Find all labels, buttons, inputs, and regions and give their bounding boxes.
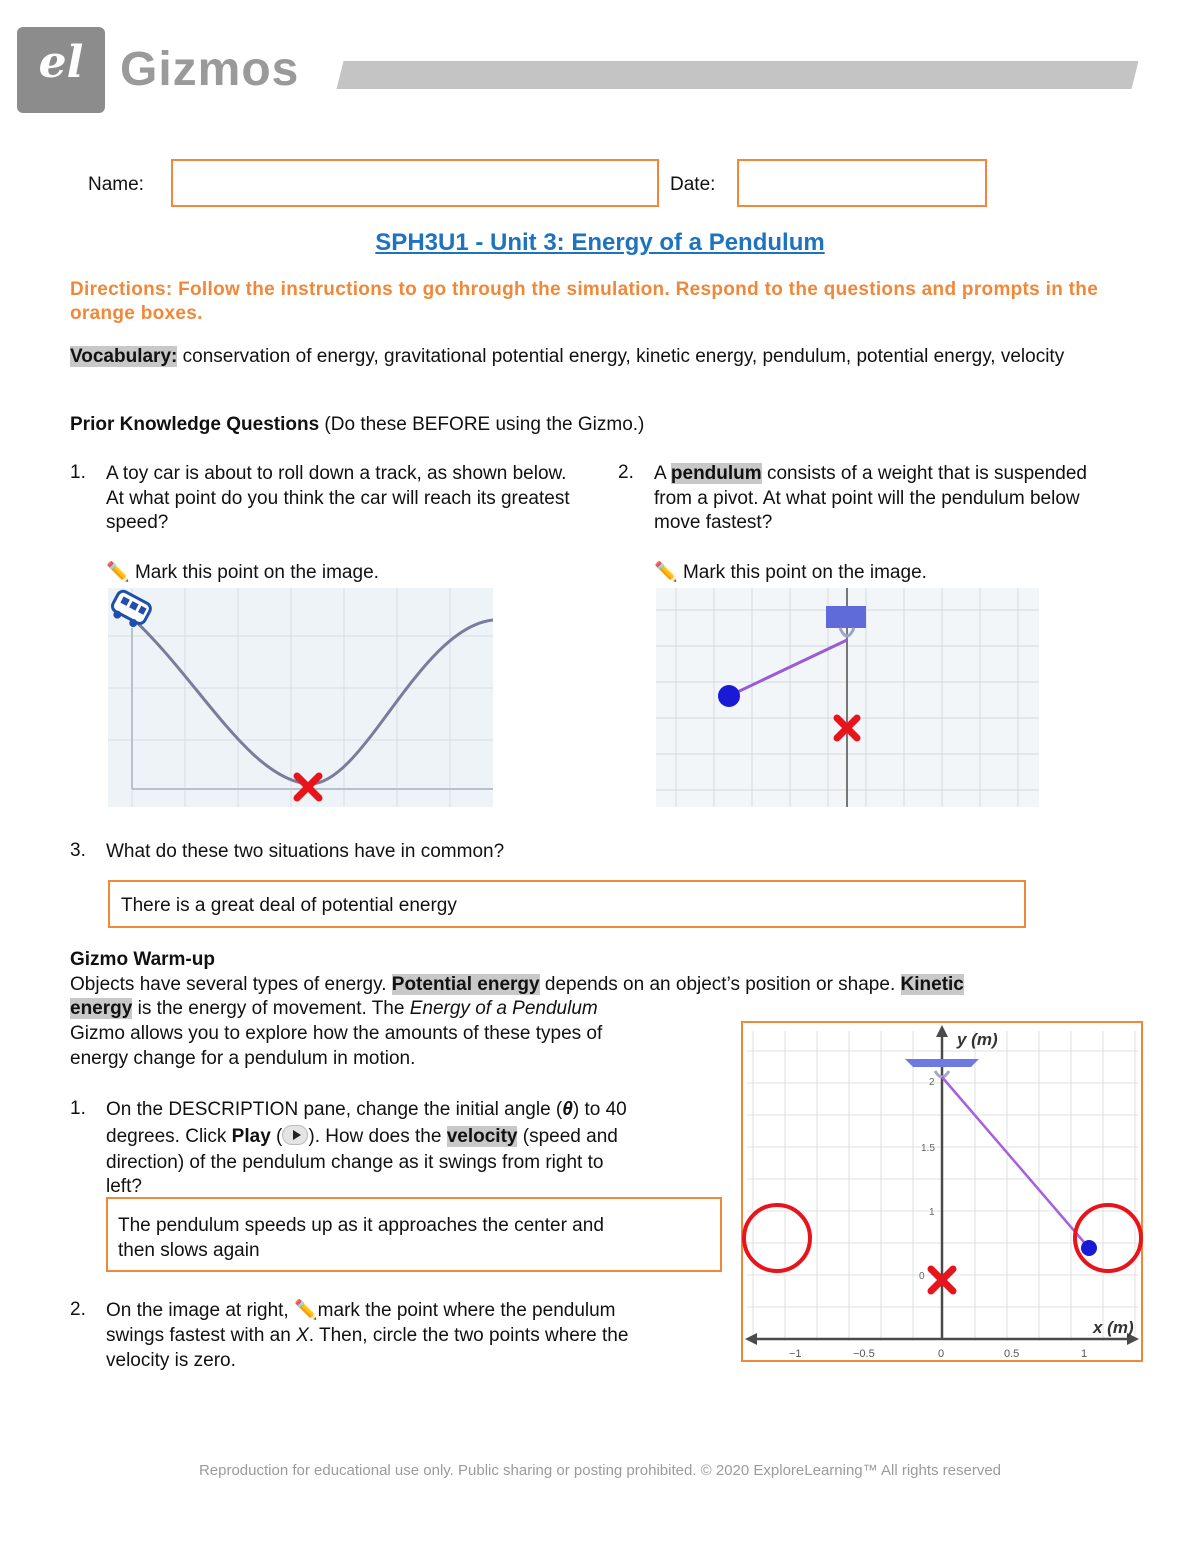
date-label: Date:: [670, 174, 716, 195]
vocabulary: [70, 345, 1135, 370]
question-2-instruction: [654, 561, 927, 586]
warmup-question-1-answer-line-1: The pendulum speeds up as it approaches the center and: [118, 1215, 604, 1236]
wq1-line2d: (speed and: [517, 1126, 618, 1147]
pencil-icon: ✏️: [106, 562, 130, 583]
graph-x-label: x (m): [1093, 1318, 1134, 1337]
vocabulary-label: Vocabulary:: [70, 346, 178, 367]
wq1-line1: On the DESCRIPTION pane, change the initial angle (: [106, 1099, 563, 1120]
warmup-question-1-line-2: [106, 1125, 618, 1150]
y-tick-2: 2: [929, 1077, 935, 1088]
prior-heading-note: (Do these BEFORE using the Gizmo.): [319, 414, 645, 435]
play-icon[interactable]: [282, 1125, 308, 1145]
wq2-x: X: [296, 1325, 309, 1346]
warmup-question-2-line-1: [106, 1299, 616, 1324]
question-2-post: consists of a weight that is suspended from a pivot. At what point will the pendulum below move fastest?: [654, 463, 1087, 533]
term-velocity: velocity: [446, 1126, 518, 1147]
pendulum-pivot: [826, 606, 866, 628]
directions: Directions: Follow the instructions to go through the simulation. Respond to the questions and prompts in the orange boxes.: [70, 279, 1099, 324]
header-bar: [337, 61, 1139, 89]
warmup-question-1-answer-line-2: then slows again: [118, 1239, 260, 1261]
term-pendulum: pendulum: [670, 463, 762, 484]
x-tick-neg1: −1: [789, 1348, 802, 1360]
name-label: Name:: [88, 174, 144, 195]
question-1-mark: Mark this point on the image.: [134, 562, 379, 583]
track-image[interactable]: [108, 588, 493, 807]
prior-heading: [70, 413, 644, 438]
pencil-icon: ✏️: [294, 1300, 318, 1321]
warmup-question-2-number: 2.: [70, 1299, 86, 1320]
pendulum-bob: [718, 685, 740, 707]
question-1-number: 1.: [70, 462, 86, 483]
question-1-instruction: [106, 561, 379, 586]
warmup-question-1-number: 1.: [70, 1098, 86, 1119]
x-tick-0-5: 0.5: [1004, 1348, 1020, 1360]
warmup-question-1-line-4: left?: [106, 1176, 142, 1197]
question-2-pre: A: [654, 463, 671, 484]
graph-pivot: [905, 1059, 979, 1067]
wq1-line1-end: ) to 40: [572, 1099, 627, 1120]
gizmo-name: Energy of a Pendulum: [409, 998, 598, 1019]
question-3-number: 3.: [70, 840, 86, 861]
play-term: Play: [231, 1126, 271, 1147]
question-2-text: [654, 462, 1104, 536]
wq1-line2c: ). How does the: [308, 1126, 447, 1147]
warmup-intro-line-3: Gizmo allows you to explore how the amounts of these types of: [70, 1023, 603, 1044]
term-potential-energy: Potential energy: [391, 974, 540, 995]
warmup-heading: Gizmo Warm-up: [70, 949, 215, 970]
footer: Reproduction for educational use only. Public sharing or posting prohibited. © 2020 ExploreLearning™ All rights reserved: [198, 1462, 1002, 1479]
wq2-line2b: . Then, circle the two points where the: [308, 1325, 629, 1346]
warmup-question-1-line-1: [106, 1098, 627, 1123]
question-2-mark: Mark this point on the image.: [682, 562, 927, 583]
x-tick-neg0-5: −0.5: [853, 1348, 875, 1360]
question-3-answer-box[interactable]: [108, 880, 1026, 928]
track-background: [108, 588, 493, 807]
warmup-question-2-line-3: velocity is zero.: [106, 1350, 236, 1371]
y-tick-0: 0: [919, 1271, 925, 1282]
vocabulary-text: conservation of energy, gravitational potential energy, kinetic energy, pendulum, potential energy, velocity: [177, 346, 1065, 367]
warmup-intro-2: depends on an object’s position or shape.: [539, 974, 901, 995]
graph-y-label: y (m): [957, 1030, 998, 1049]
warmup-question-1-answer-box[interactable]: [106, 1197, 722, 1272]
wq2-line1a: On the image at right,: [106, 1300, 294, 1321]
warmup-question-2-line-2: [106, 1324, 628, 1349]
date-field[interactable]: [737, 159, 987, 207]
logo-icon: el: [38, 37, 84, 88]
term-kinetic: Kinetic: [900, 974, 964, 995]
warmup-intro-1: Objects have several types of energy.: [70, 974, 392, 995]
y-tick-1: 1: [929, 1207, 935, 1218]
wq2-line1b: mark the point where the pendulum: [317, 1300, 616, 1321]
graph-pendulum-bob: [1081, 1240, 1097, 1256]
prior-heading-title: Prior Knowledge Questions: [70, 414, 320, 435]
brand-name: Gizmos: [120, 43, 300, 96]
warmup-intro-line-2: [70, 997, 598, 1022]
warmup-question-1-line-3: direction) of the pendulum change as it swings from right to: [106, 1152, 604, 1173]
question-3-answer: There is a great deal of potential energy: [121, 895, 457, 916]
pendulum-graph[interactable]: [741, 1021, 1143, 1362]
term-energy: energy: [70, 998, 133, 1019]
y-tick-1-5: 1.5: [921, 1143, 935, 1154]
warmup-intro-line-4: energy change for a pendulum in motion.: [70, 1048, 416, 1069]
wq1-line2a: degrees. Click: [106, 1126, 232, 1147]
x-tick-0: 0: [938, 1348, 945, 1360]
name-field[interactable]: [171, 159, 659, 207]
theta-symbol: θ: [562, 1099, 573, 1120]
wq1-line2b: (: [270, 1126, 283, 1147]
warmup-intro-3: is the energy of movement. The: [132, 998, 410, 1019]
page-title: SPH3U1 - Unit 3: Energy of a Pendulum: [375, 229, 825, 256]
question-1-text: A toy car is about to roll down a track, as shown below. At what point do you think the car will reach its greatest speed?: [106, 463, 570, 533]
wq2-line2a: swings fastest with an: [106, 1325, 297, 1346]
question-2-number: 2.: [618, 462, 634, 483]
warmup-intro-line-1: [70, 973, 1135, 998]
x-tick-1: 1: [1081, 1348, 1088, 1360]
pencil-icon: ✏️: [654, 562, 678, 583]
question-3-text: What do these two situations have in common?: [106, 841, 505, 862]
pendulum-image[interactable]: [656, 588, 1039, 807]
